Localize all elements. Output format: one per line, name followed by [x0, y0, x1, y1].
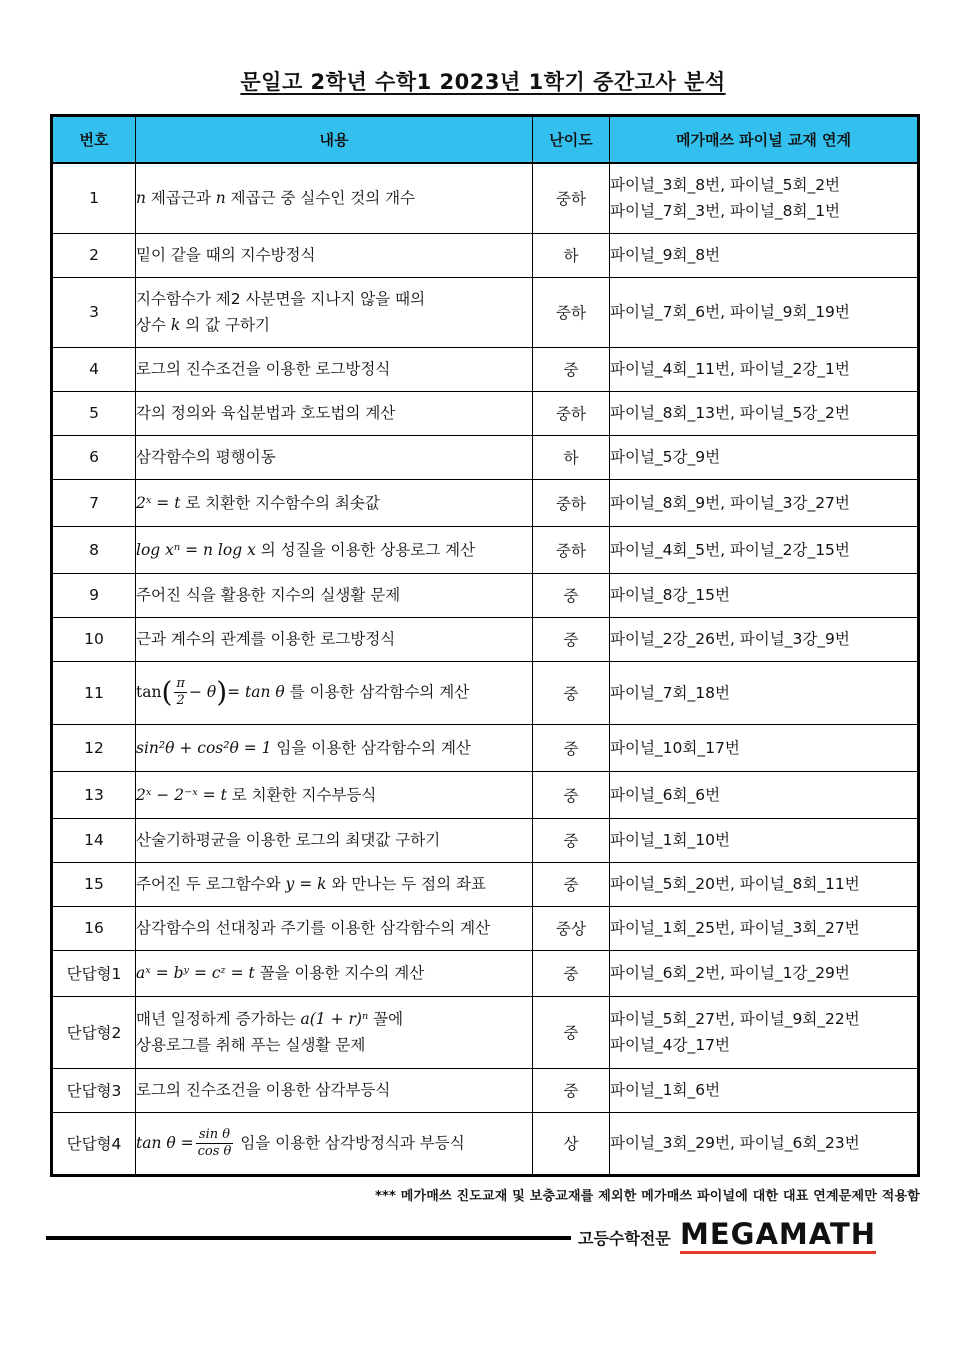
row-difficulty: 중 [533, 818, 610, 862]
row-link: 파이널_5회_20번, 파이널_8회_11번 [610, 862, 919, 906]
table-row [52, 996, 919, 1068]
row-link: 파이널_6회_6번 [610, 771, 919, 818]
row-difficulty: 중하 [533, 391, 610, 435]
row-num: 2 [52, 233, 136, 277]
row-num: 12 [52, 724, 136, 771]
row-link: 파이널_4회_11번, 파이널_2강_1번 [610, 347, 919, 391]
row-difficulty: 중 [533, 661, 610, 724]
row-num: 13 [52, 771, 136, 818]
row-difficulty: 중 [533, 573, 610, 617]
row-difficulty: 중 [533, 617, 610, 661]
row-num: 11 [52, 661, 136, 724]
row-link: 파이널_1회_10번 [610, 818, 919, 862]
row-content: 근과 계수의 관계를 이용한 로그방정식 [136, 617, 533, 661]
row-num: 14 [52, 818, 136, 862]
row-link: 파이널_7회_6번, 파이널_9회_19번 [610, 277, 919, 347]
header-link: 메가매쓰 파이널 교재 연계 [610, 116, 919, 164]
row-link: 파이널_9회_8번 [610, 233, 919, 277]
row-num: 3 [52, 277, 136, 347]
row-num: 10 [52, 617, 136, 661]
row-content: sin²θ + cos²θ = 1 임을 이용한 삼각함수의 계산 [136, 724, 533, 771]
row-content: 2ˣ − 2⁻ˣ = t 로 치환한 지수부등식 [136, 771, 533, 818]
row-link: 파이널_10회_17번 [610, 724, 919, 771]
table-row [52, 391, 919, 435]
table-row [52, 233, 919, 277]
row-difficulty: 중하 [533, 277, 610, 347]
row-num: 단답형2 [52, 996, 136, 1068]
row-link: 파이널_5강_9번 [610, 435, 919, 479]
table-row [52, 617, 919, 661]
row-link: 파이널_1회_6번 [610, 1068, 919, 1112]
row-difficulty: 중하 [533, 526, 610, 573]
row-link: 파이널_1회_25번, 파이널_3회_27번 [610, 906, 919, 950]
row-content: log xⁿ = n log x 의 성질을 이용한 상용로그 계산 [136, 526, 533, 573]
row-difficulty: 상 [533, 1112, 610, 1175]
table-row [52, 163, 919, 233]
row-link: 파이널_3회_29번, 파이널_6회_23번 [610, 1112, 919, 1175]
row-content: 지수함수가 제2 사분면을 지나지 않을 때의 상수 k 의 값 구하기 [136, 277, 533, 347]
table-header-row [52, 116, 919, 164]
table-row [52, 1068, 919, 1112]
row-difficulty: 중 [533, 950, 610, 996]
table-row [52, 277, 919, 347]
row-content: 주어진 두 로그함수와 y = k 와 만나는 두 점의 좌표 [136, 862, 533, 906]
row-content: 삼각함수의 선대칭과 주기를 이용한 삼각함수의 계산 [136, 906, 533, 950]
row-content: tan( $\frac{\pi}{2}$ − θ)= tan θ 를 이용한 삼각함수의 계산 [136, 661, 533, 724]
row-difficulty: 중 [533, 862, 610, 906]
row-content: 주어진 식을 활용한 지수의 실생활 문제 [136, 573, 533, 617]
table-row [52, 906, 919, 950]
table-row [52, 526, 919, 573]
row-content: 삼각함수의 평행이동 [136, 435, 533, 479]
row-num: 7 [52, 479, 136, 526]
footnote: *** 메가매쓰 진도교재 및 보충교재를 제외한 메가매쓰 파이널에 대한 대표 연계문제만 적용함 [374, 1189, 920, 1204]
row-link: 파이널_8강_15번 [610, 573, 919, 617]
header-num: 번호 [52, 116, 136, 164]
row-content: 로그의 진수조건을 이용한 삼각부등식 [136, 1068, 533, 1112]
row-content: 2ˣ = t 로 치환한 지수함수의 최솟값 [136, 479, 533, 526]
row-difficulty: 중하 [533, 479, 610, 526]
table-row [52, 724, 919, 771]
page-title: 문일고 2학년 수학1 2023년 1학기 중간고사 분석 [240, 70, 726, 94]
row-content: aˣ = bʸ = cᶻ = t 꼴을 이용한 지수의 계산 [136, 950, 533, 996]
row-num: 6 [52, 435, 136, 479]
row-difficulty: 중 [533, 996, 610, 1068]
row-difficulty: 중 [533, 347, 610, 391]
row-num: 8 [52, 526, 136, 573]
row-num: 9 [52, 573, 136, 617]
row-difficulty: 중 [533, 771, 610, 818]
table-row [52, 435, 919, 479]
row-content: 밑이 같을 때의 지수방정식 [136, 233, 533, 277]
table-row [52, 573, 919, 617]
table-row [52, 661, 919, 724]
row-link: 파이널_6회_2번, 파이널_1강_29번 [610, 950, 919, 996]
row-link: 파이널_8회_13번, 파이널_5강_2번 [610, 391, 919, 435]
row-num: 1 [52, 163, 136, 233]
row-num: 4 [52, 347, 136, 391]
row-content: n 제곱근과 n 제곱근 중 실수인 것의 개수 [136, 163, 533, 233]
table-row [52, 1112, 919, 1175]
row-content: 산술기하평균을 이용한 로그의 최댓값 구하기 [136, 818, 533, 862]
table-row [52, 771, 919, 818]
table-row [52, 862, 919, 906]
table-row [52, 479, 919, 526]
row-difficulty: 중하 [533, 163, 610, 233]
row-difficulty: 중상 [533, 906, 610, 950]
row-num: 16 [52, 906, 136, 950]
row-link: 파이널_5회_27번, 파이널_9회_22번 파이널_4강_17번 [610, 996, 919, 1068]
table-row [52, 950, 919, 996]
row-link: 파이널_3회_8번, 파이널_5회_2번 파이널_7회_3번, 파이널_8회_1번 [610, 163, 919, 233]
footer-divider [46, 1236, 571, 1240]
fraction: $\frac{\pi}{2}$ [176, 676, 185, 708]
brand-subtitle: 고등수학전문 [578, 1229, 671, 1248]
row-link: 파이널_8회_9번, 파이널_3강_27번 [610, 479, 919, 526]
table-row [52, 347, 919, 391]
row-difficulty: 중 [533, 724, 610, 771]
row-num: 5 [52, 391, 136, 435]
analysis-table [50, 114, 920, 1177]
fraction: $\frac{\text{sin θ}}{\text{cos θ}}$ [197, 1126, 232, 1159]
header-content: 내용 [136, 116, 533, 164]
row-num: 단답형4 [52, 1112, 136, 1175]
row-content: 매년 일정하게 증가하는 a(1 + r)ⁿ 꼴에 상용로그를 취해 푸는 실생활 문제 [136, 996, 533, 1068]
row-num: 단답형1 [52, 950, 136, 996]
row-content: tan θ = $\frac{\text{sin θ}}{\text{cos θ}}$ 임을 이용한 삼각방정식과 부등식 [136, 1112, 533, 1175]
row-difficulty: 중 [533, 1068, 610, 1112]
row-link: 파이널_4회_5번, 파이널_2강_15번 [610, 526, 919, 573]
row-link: 파이널_7회_18번 [610, 661, 919, 724]
row-num: 15 [52, 862, 136, 906]
header-difficulty: 난이도 [533, 116, 610, 164]
row-difficulty: 하 [533, 233, 610, 277]
row-content: 각의 정의와 육십분법과 호도법의 계산 [136, 391, 533, 435]
table-row [52, 818, 919, 862]
row-difficulty: 하 [533, 435, 610, 479]
row-content: 로그의 진수조건을 이용한 로그방정식 [136, 347, 533, 391]
row-num: 단답형3 [52, 1068, 136, 1112]
megamath-logo: MEGAMATH [680, 1218, 876, 1250]
row-link: 파이널_2강_26번, 파이널_3강_9번 [610, 617, 919, 661]
